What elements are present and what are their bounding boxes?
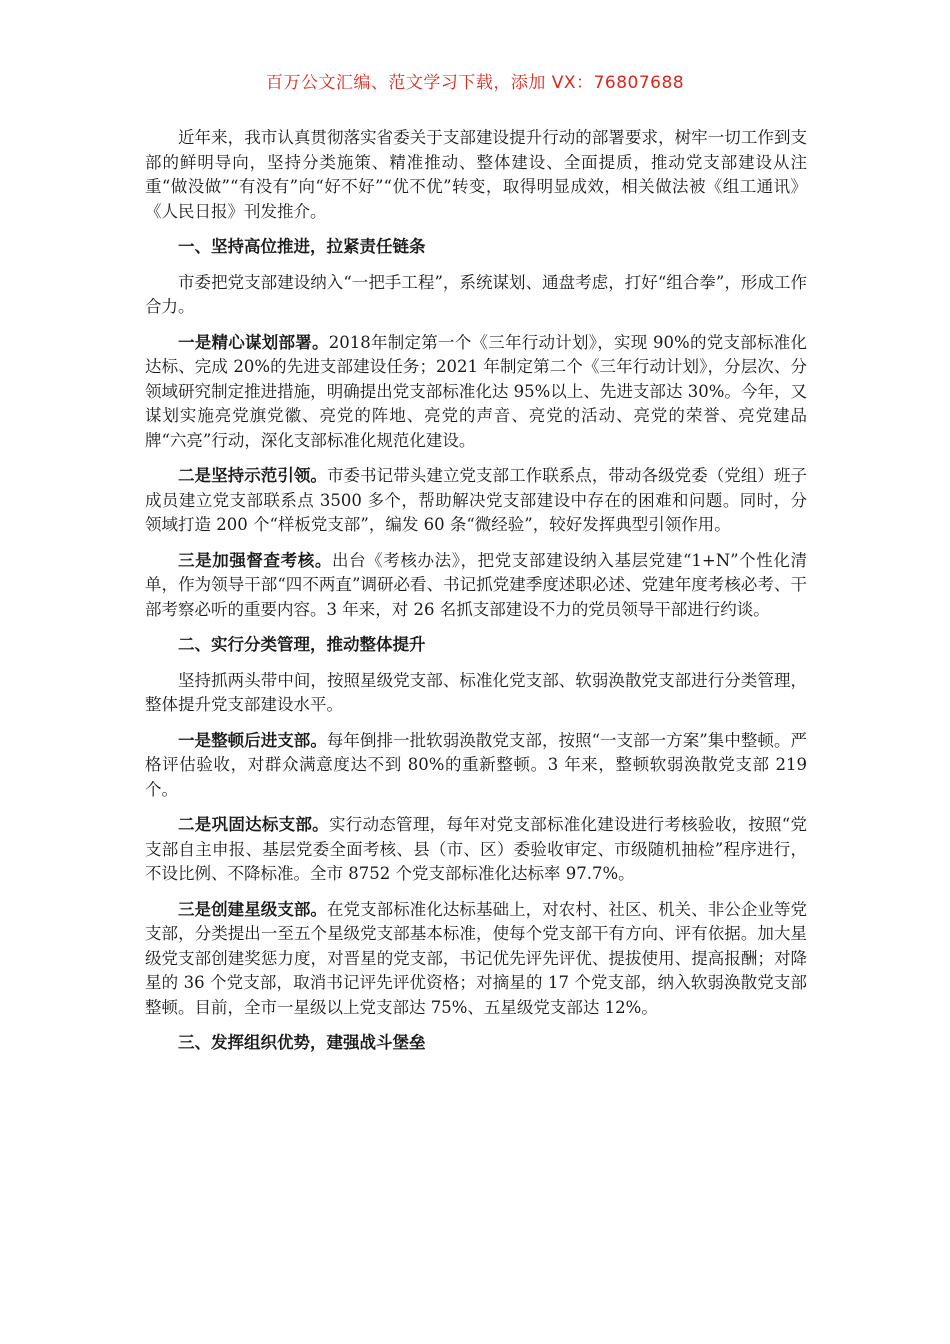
item-lead: 二是坚持示范引领。 xyxy=(178,466,327,485)
item-lead: 二是巩固达标支部。 xyxy=(178,815,329,834)
item-lead: 一是精心谋划部署。 xyxy=(178,332,329,352)
item-lead: 一是整顿后进支部。 xyxy=(178,730,327,750)
section-2-heading: 二、实行分类管理，推动整体提升 xyxy=(178,635,426,654)
item-text: 每年倒排一批软弱涣散党支部，按照“一支部一方案”集中整顿。严格评估验收，对群众满意度达不到 80%的重新整顿。3 年来，整顿软弱涣散党支部 219 个。 xyxy=(145,730,808,799)
section-2-summary: 坚持抓两头带中间，按照星级党支部、标准化党支部、软弱涣散党支部进行分类管理，整体提升党支部建设水平。 xyxy=(145,670,807,714)
intro-paragraph: 近年来，我市认真贯彻落实省委关于支部建设提升行动的部署要求，树牢一切工作到支部的鲜明导向，坚持分类施策、精准推动、整体建设、全面提质，推动党支部建设从注重“做没做”“有没有”向“好不好”“优不优”转变，取得明显成效，相关做法被《组工通讯》《人民日报》刊发推介。 xyxy=(145,128,807,221)
document-body xyxy=(145,126,807,1067)
item-lead: 三是创建星级支部。 xyxy=(178,899,327,919)
section-2-item-1 xyxy=(145,729,807,803)
promo-header: 百万公文汇编、范文学习下载，添加 VX：76807688 xyxy=(265,73,685,93)
item-text: 实行动态管理，每年对党支部标准化建设进行考核验收，按照“党支部自主申报、基层党委全面考核、县（市、区）委验收审定、市级随机抽检”程序进行，不设比例、不降标准。全市 8752 个党支部标准化达标率 97.7%。 xyxy=(145,815,808,883)
section-2-item-2 xyxy=(145,813,807,887)
item-lead: 三是加强督查考核。 xyxy=(178,550,332,570)
item-text: 在党支部标准化达标基础上，对农村、社区、机关、非公企业等党支部，分类提出一至五个星级党支部基本标准，使每个党支部干有方向、评有依据。加大星级党支部创建奖惩力度，对晋星的党支部，书记优先评先评优、提拔使用、提高报酬；对降星的 36 个党支部，取消书记评先评优资格；对摘星的 17 个党支部，纳入软弱涣散党支部整顿。目前，全市一星级以上党支部达 75%、五星级党支部达 12%。 xyxy=(145,899,808,1017)
section-1-heading: 一、坚持高位推进，拉紧责任链条 xyxy=(178,237,426,256)
item-text: 市委书记带头建立党支部工作联系点，带动各级党委（党组）班子成员建立党支部联系点 3500 多个，帮助解决党支部建设中存在的困难和问题。同时，分领域打造 200 个“样板党支部”，编发 60 条“微经验”，较好发挥典型引领作用。 xyxy=(145,466,808,534)
item-text: 出台《考核办法》，把党支部建设纳入基层党建“1+N”个性化清单，作为领导干部“四不两直”调研必看、书记抓党建季度述职必述、党建年度考核必考、干部考察必听的重要内容。3 年来，对 26 名抓支部建设不力的党员领导干部进行约谈。 xyxy=(145,550,808,619)
section-3-heading: 三、发挥组织优势，建强战斗堡垒 xyxy=(178,1033,426,1052)
section-1-summary: 市委把党支部建设纳入“一把手工程”，系统谋划、通盘考虑，打好“组合拳”，形成工作合力。 xyxy=(145,272,807,316)
section-1-item-1 xyxy=(145,331,807,454)
section-1-item-3 xyxy=(145,549,807,623)
section-2-item-3 xyxy=(145,898,807,1021)
item-text: 2018年制定第一个《三年行动计划》，实现 90%的党支部标准化达标、完成 20%的先进支部建设任务；2021 年制定第二个《三年行动计划》，分层次、分领域研究制定推进措施，明确提出党支部标准化达 95%以上、先进支部达 30%。今年，又谋划实施亮党旗党徽、亮党的阵地、亮党的声音、亮党的活动、亮党的荣誉、亮党建品牌“六亮”行动，深化支部标准化规范化建设。 xyxy=(145,332,807,450)
section-1-item-2 xyxy=(145,464,807,538)
